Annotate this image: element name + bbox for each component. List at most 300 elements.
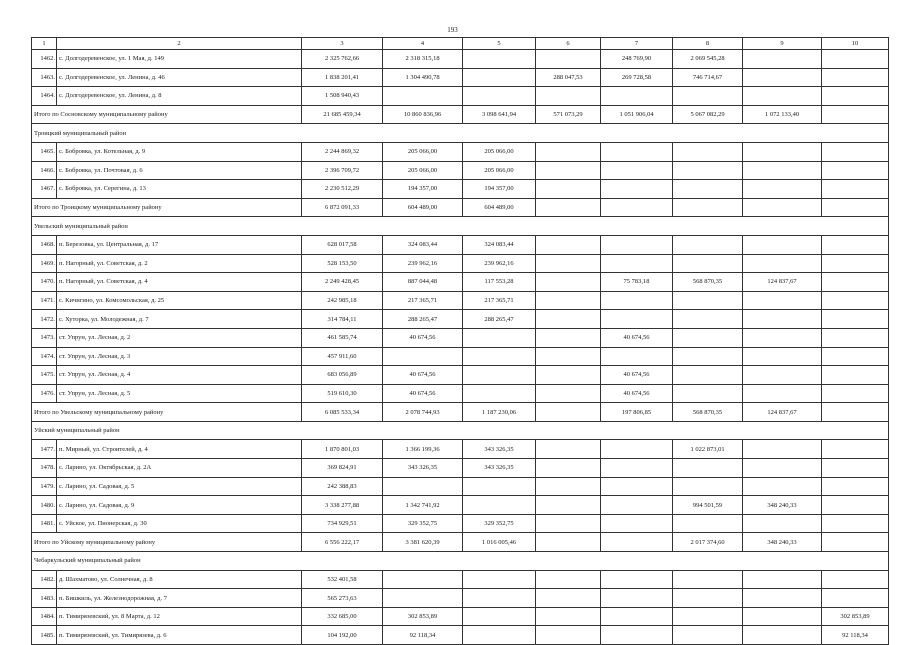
amount-cell — [673, 347, 743, 366]
row-number: 1466. — [32, 161, 57, 180]
address-cell: с. Уйское, ул. Пионерская, д. 30 — [57, 514, 302, 533]
amount-cell — [536, 459, 601, 478]
section-title: Чебаркульский муниципальный район — [32, 552, 889, 571]
amount-cell — [673, 291, 743, 310]
amount-cell: 124 837,67 — [743, 273, 822, 292]
address-cell: с. Долгодеревенское, ул. 1 Мая, д. 149 — [57, 50, 302, 69]
column-number: 10 — [822, 38, 889, 50]
amount-cell: 1 304 490,78 — [383, 68, 463, 87]
amount-cell: 994 501,59 — [673, 496, 743, 515]
table-row — [32, 347, 889, 366]
amount-cell: 324 083,44 — [463, 235, 536, 254]
amount-cell — [601, 235, 673, 254]
address-cell: ст. Упрун, ул. Лесная, д. 2 — [57, 328, 302, 347]
amount-cell — [463, 328, 536, 347]
address-cell: ст. Упрун, ул. Лесная, д. 5 — [57, 384, 302, 403]
amount-cell — [536, 403, 601, 422]
amount-cell: 205 066,00 — [383, 142, 463, 161]
amount-cell — [536, 477, 601, 496]
amount-cell — [822, 347, 889, 366]
amount-cell: 2 396 709,72 — [302, 161, 383, 180]
row-number: 1470. — [32, 273, 57, 292]
amount-cell — [673, 459, 743, 478]
amount-cell — [601, 142, 673, 161]
amount-cell: 242 388,83 — [302, 477, 383, 496]
row-number: 1475. — [32, 366, 57, 385]
amount-cell: 332 685,00 — [302, 607, 383, 626]
amount-cell — [743, 198, 822, 217]
amount-cell: 2 249 428,45 — [302, 273, 383, 292]
amount-cell: 117 553,28 — [463, 273, 536, 292]
amount-cell — [743, 254, 822, 273]
row-number: 1479. — [32, 477, 57, 496]
amount-cell — [601, 161, 673, 180]
amount-cell: 40 674,56 — [601, 384, 673, 403]
amount-cell — [463, 50, 536, 69]
amount-cell — [822, 198, 889, 217]
table-row — [32, 180, 889, 199]
amount-cell: 314 784,11 — [302, 310, 383, 329]
amount-cell — [463, 87, 536, 106]
row-number: 1464. — [32, 87, 57, 106]
amount-cell — [822, 403, 889, 422]
amount-cell — [673, 607, 743, 626]
amount-cell — [536, 142, 601, 161]
row-number: 1473. — [32, 328, 57, 347]
row-number: 1469. — [32, 254, 57, 273]
amount-cell — [536, 87, 601, 106]
amount-cell — [383, 347, 463, 366]
column-number: 9 — [743, 38, 822, 50]
address-cell: с. Бобровка, ул. Котельная, д. 9 — [57, 142, 302, 161]
amount-cell — [536, 50, 601, 69]
amount-cell — [822, 161, 889, 180]
table-row — [32, 328, 889, 347]
section-header-row — [32, 552, 889, 571]
amount-cell: 288 265,47 — [383, 310, 463, 329]
amount-cell — [463, 347, 536, 366]
amount-cell — [673, 310, 743, 329]
column-number: 7 — [601, 38, 673, 50]
amount-cell: 1 508 940,43 — [302, 87, 383, 106]
table-row — [32, 570, 889, 589]
amount-cell: 288 265,47 — [463, 310, 536, 329]
amount-cell: 2 244 869,32 — [302, 142, 383, 161]
amount-cell: 248 769,90 — [601, 50, 673, 69]
amount-cell: 10 860 836,96 — [383, 105, 463, 124]
section-title: Уйский муниципальный район — [32, 421, 889, 440]
address-cell: п. Тимирязевский, ул. 8 Марта, д. 12 — [57, 607, 302, 626]
amount-cell — [822, 440, 889, 459]
address-cell: п. Березовка, ул. Центральная, д. 17 — [57, 235, 302, 254]
column-number: 1 — [32, 38, 57, 50]
amount-cell — [383, 477, 463, 496]
row-number: 1472. — [32, 310, 57, 329]
amount-cell — [743, 87, 822, 106]
table-row — [32, 161, 889, 180]
amount-cell — [743, 459, 822, 478]
amount-cell: 2 069 545,28 — [673, 50, 743, 69]
amount-cell — [673, 142, 743, 161]
amount-cell: 205 066,00 — [463, 161, 536, 180]
amount-cell — [673, 514, 743, 533]
amount-cell — [743, 477, 822, 496]
amount-cell: 528 153,50 — [302, 254, 383, 273]
amount-cell: 194 357,00 — [463, 180, 536, 199]
amount-cell — [743, 180, 822, 199]
amount-cell — [822, 50, 889, 69]
address-cell: с. Хуторка, ул. Молодежная, д. 7 — [57, 310, 302, 329]
amount-cell: 746 714,67 — [673, 68, 743, 87]
amount-cell: 2 318 315,18 — [383, 50, 463, 69]
total-row — [32, 533, 889, 552]
table-row — [32, 459, 889, 478]
amount-cell — [601, 514, 673, 533]
amount-cell — [743, 347, 822, 366]
amount-cell — [673, 161, 743, 180]
amount-cell: 205 066,00 — [463, 142, 536, 161]
address-cell: п. Нагорный, ул. Советская, д. 4 — [57, 273, 302, 292]
amount-cell — [822, 142, 889, 161]
amount-cell: 92 118,34 — [383, 626, 463, 645]
amount-cell — [463, 68, 536, 87]
amount-cell — [673, 589, 743, 608]
amount-cell — [673, 198, 743, 217]
amount-cell: 239 962,16 — [383, 254, 463, 273]
amount-cell — [536, 328, 601, 347]
amount-cell: 568 870,35 — [673, 273, 743, 292]
amount-cell — [673, 477, 743, 496]
amount-cell: 3 338 277,88 — [302, 496, 383, 515]
column-number: 3 — [302, 38, 383, 50]
amount-cell — [536, 347, 601, 366]
address-cell: п. Бишкиль, ул. Железнодорожная, д. 7 — [57, 589, 302, 608]
table-row — [32, 607, 889, 626]
section-title: Троицкий муниципальный район — [32, 124, 889, 143]
amount-cell: 1 342 741,92 — [383, 496, 463, 515]
table-row — [32, 50, 889, 69]
table-row — [32, 142, 889, 161]
amount-cell — [822, 496, 889, 515]
amount-cell: 40 674,56 — [383, 328, 463, 347]
amount-cell: 5 067 082,29 — [673, 105, 743, 124]
amount-cell: 269 728,58 — [601, 68, 673, 87]
address-cell: ст. Упрун, ул. Лесная, д. 3 — [57, 347, 302, 366]
amount-cell — [536, 607, 601, 626]
address-cell: с. Ларино, ул. Садовая, д. 9 — [57, 496, 302, 515]
amount-cell: 604 489,00 — [463, 198, 536, 217]
amount-cell: 21 685 459,34 — [302, 105, 383, 124]
amount-cell — [822, 459, 889, 478]
amount-cell: 1 022 873,01 — [673, 440, 743, 459]
address-cell: с. Кичигино, ул. Комсомольская, д. 25 — [57, 291, 302, 310]
column-number: 5 — [463, 38, 536, 50]
column-number: 2 — [57, 38, 302, 50]
amount-cell — [743, 68, 822, 87]
amount-cell — [822, 514, 889, 533]
amount-cell — [743, 291, 822, 310]
amount-cell: 565 273,63 — [302, 589, 383, 608]
amount-cell: 40 674,56 — [601, 366, 673, 385]
amount-cell — [601, 477, 673, 496]
amount-cell — [822, 366, 889, 385]
column-number-row — [32, 38, 889, 50]
table-row — [32, 626, 889, 645]
amount-cell — [536, 254, 601, 273]
amount-cell — [673, 328, 743, 347]
address-cell: с. Ларино, ул. Садовая, д. 5 — [57, 477, 302, 496]
amount-cell: 1 051 906,04 — [601, 105, 673, 124]
amount-cell — [601, 626, 673, 645]
amount-cell — [743, 50, 822, 69]
address-cell: п. Мирный, ул. Строителей, д. 4 — [57, 440, 302, 459]
amount-cell — [383, 570, 463, 589]
amount-cell — [743, 626, 822, 645]
amount-cell — [743, 366, 822, 385]
amount-cell — [601, 310, 673, 329]
amount-cell — [673, 235, 743, 254]
address-cell: с. Бобровка, ул. Почтовая, д. 6 — [57, 161, 302, 180]
column-number: 4 — [383, 38, 463, 50]
amount-cell: 1 072 133,40 — [743, 105, 822, 124]
amount-cell — [822, 68, 889, 87]
amount-cell — [822, 235, 889, 254]
amount-cell — [536, 496, 601, 515]
amount-cell: 205 066,00 — [383, 161, 463, 180]
amount-cell: 369 824,91 — [302, 459, 383, 478]
amount-cell — [536, 533, 601, 552]
amount-cell — [822, 477, 889, 496]
amount-cell — [536, 291, 601, 310]
amount-cell — [822, 105, 889, 124]
amount-cell: 1 870 801,03 — [302, 440, 383, 459]
amount-cell: 571 073,29 — [536, 105, 601, 124]
amount-cell: 40 674,56 — [383, 366, 463, 385]
amount-cell: 40 674,56 — [383, 384, 463, 403]
amount-cell: 124 837,67 — [743, 403, 822, 422]
amount-cell — [601, 198, 673, 217]
amount-cell — [673, 570, 743, 589]
column-number: 6 — [536, 38, 601, 50]
row-number: 1468. — [32, 235, 57, 254]
amount-cell: 348 240,33 — [743, 533, 822, 552]
amount-cell — [822, 533, 889, 552]
table-row — [32, 273, 889, 292]
amount-cell — [601, 180, 673, 199]
address-cell: д. Шахматово, ул. Солнечная, д. 8 — [57, 570, 302, 589]
page-number: 193 — [447, 26, 458, 34]
amount-cell: 3 381 620,39 — [383, 533, 463, 552]
row-number: 1467. — [32, 180, 57, 199]
amount-cell — [536, 384, 601, 403]
amount-cell — [536, 626, 601, 645]
table-row — [32, 87, 889, 106]
row-number: 1482. — [32, 570, 57, 589]
amount-cell: 628 017,58 — [302, 235, 383, 254]
amount-cell — [463, 607, 536, 626]
amount-cell — [463, 570, 536, 589]
table-row — [32, 384, 889, 403]
table-row — [32, 310, 889, 329]
row-number: 1463. — [32, 68, 57, 87]
row-number: 1465. — [32, 142, 57, 161]
row-number: 1474. — [32, 347, 57, 366]
section-title: Увельский муниципальный район — [32, 217, 889, 236]
amount-cell — [743, 310, 822, 329]
amount-cell — [822, 589, 889, 608]
amount-cell — [536, 514, 601, 533]
amount-cell: 887 044,48 — [383, 273, 463, 292]
section-header-row — [32, 217, 889, 236]
amount-cell: 1 016 005,46 — [463, 533, 536, 552]
amount-cell: 604 489,00 — [383, 198, 463, 217]
amount-cell: 194 357,00 — [383, 180, 463, 199]
amount-cell: 683 056,89 — [302, 366, 383, 385]
total-label: Итого по Сосновскому муниципальному району — [32, 105, 302, 124]
section-header-row — [32, 124, 889, 143]
amount-cell — [673, 626, 743, 645]
address-cell: ст. Упрун, ул. Лесная, д. 4 — [57, 366, 302, 385]
amount-cell — [743, 440, 822, 459]
row-number: 1480. — [32, 496, 57, 515]
amount-cell — [601, 496, 673, 515]
amount-cell — [383, 87, 463, 106]
row-number: 1484. — [32, 607, 57, 626]
table-row — [32, 589, 889, 608]
amount-cell: 519 610,30 — [302, 384, 383, 403]
amount-cell: 329 352,75 — [383, 514, 463, 533]
table-row — [32, 68, 889, 87]
amount-cell — [822, 254, 889, 273]
amount-cell: 217 365,71 — [463, 291, 536, 310]
amount-cell: 302 853,89 — [822, 607, 889, 626]
address-cell: п. Тимирязевский, ул. Тимирязева, д. 6 — [57, 626, 302, 645]
amount-cell — [463, 589, 536, 608]
amount-cell — [601, 440, 673, 459]
amount-cell — [673, 180, 743, 199]
amount-cell — [822, 310, 889, 329]
amount-cell — [822, 87, 889, 106]
amount-cell: 288 047,53 — [536, 68, 601, 87]
amount-cell: 532 401,58 — [302, 570, 383, 589]
total-label: Итого по Троицкому муниципальному району — [32, 198, 302, 217]
amount-cell: 461 585,74 — [302, 328, 383, 347]
amount-cell — [673, 366, 743, 385]
total-label: Итого по Увельскому муниципальному району — [32, 403, 302, 422]
amount-cell: 343 326,35 — [463, 440, 536, 459]
amount-cell: 6 872 091,33 — [302, 198, 383, 217]
amount-cell — [463, 366, 536, 385]
amount-cell: 324 083,44 — [383, 235, 463, 254]
amount-cell — [536, 198, 601, 217]
amount-cell — [601, 533, 673, 552]
table-row — [32, 496, 889, 515]
amount-cell: 2 230 512,29 — [302, 180, 383, 199]
amount-cell — [383, 589, 463, 608]
total-row — [32, 403, 889, 422]
amount-cell — [743, 589, 822, 608]
amount-cell: 239 962,16 — [463, 254, 536, 273]
amount-cell — [601, 607, 673, 626]
row-number: 1476. — [32, 384, 57, 403]
table-row — [32, 514, 889, 533]
row-number: 1483. — [32, 589, 57, 608]
amount-cell: 568 870,35 — [673, 403, 743, 422]
table-row — [32, 254, 889, 273]
amount-cell: 6 556 222,17 — [302, 533, 383, 552]
amount-cell — [822, 328, 889, 347]
amount-cell — [463, 496, 536, 515]
amount-cell: 217 365,71 — [383, 291, 463, 310]
amount-cell — [743, 384, 822, 403]
amount-cell: 92 118,34 — [822, 626, 889, 645]
total-label: Итого по Уйскому муниципальному району — [32, 533, 302, 552]
amount-cell — [536, 366, 601, 385]
amount-cell: 2 325 762,66 — [302, 50, 383, 69]
amount-cell — [822, 273, 889, 292]
amount-cell: 302 853,89 — [383, 607, 463, 626]
amount-cell: 343 326,35 — [383, 459, 463, 478]
amount-cell — [536, 161, 601, 180]
amount-cell — [601, 570, 673, 589]
table-row — [32, 477, 889, 496]
address-cell: п. Нагорный, ул. Советская, д. 2 — [57, 254, 302, 273]
amount-cell — [536, 440, 601, 459]
column-number: 8 — [673, 38, 743, 50]
amount-cell: 2 017 374,60 — [673, 533, 743, 552]
amount-cell — [673, 254, 743, 273]
row-number: 1481. — [32, 514, 57, 533]
total-row — [32, 198, 889, 217]
amount-cell — [601, 589, 673, 608]
amount-cell — [743, 142, 822, 161]
total-row — [32, 105, 889, 124]
amount-cell — [463, 626, 536, 645]
amount-cell: 1 366 199,36 — [383, 440, 463, 459]
amount-cell — [536, 589, 601, 608]
address-cell: с. Ларино, ул. Октябрьская, д. 2А — [57, 459, 302, 478]
row-number: 1478. — [32, 459, 57, 478]
amount-cell — [601, 254, 673, 273]
amount-cell: 329 352,75 — [463, 514, 536, 533]
amount-cell — [743, 328, 822, 347]
amount-cell — [673, 87, 743, 106]
amount-cell: 2 078 744,93 — [383, 403, 463, 422]
amount-cell — [601, 291, 673, 310]
address-cell: с. Долгодеревенское, ул. Ленина, д. 46 — [57, 68, 302, 87]
table-row — [32, 235, 889, 254]
amount-cell — [536, 570, 601, 589]
amount-cell — [822, 570, 889, 589]
amount-cell: 348 240,33 — [743, 496, 822, 515]
amount-cell — [463, 477, 536, 496]
section-header-row — [32, 421, 889, 440]
amount-cell — [743, 235, 822, 254]
row-number: 1477. — [32, 440, 57, 459]
address-cell: с. Долгодеревенское, ул. Ленина, д. 8 — [57, 87, 302, 106]
amount-cell — [601, 347, 673, 366]
amount-cell — [536, 180, 601, 199]
amount-cell: 734 929,51 — [302, 514, 383, 533]
amount-cell: 1 838 201,41 — [302, 68, 383, 87]
amount-cell — [536, 235, 601, 254]
budget-table — [31, 37, 889, 645]
amount-cell: 3 098 641,94 — [463, 105, 536, 124]
amount-cell — [463, 384, 536, 403]
amount-cell — [822, 291, 889, 310]
amount-cell: 75 783,18 — [601, 273, 673, 292]
row-number: 1485. — [32, 626, 57, 645]
